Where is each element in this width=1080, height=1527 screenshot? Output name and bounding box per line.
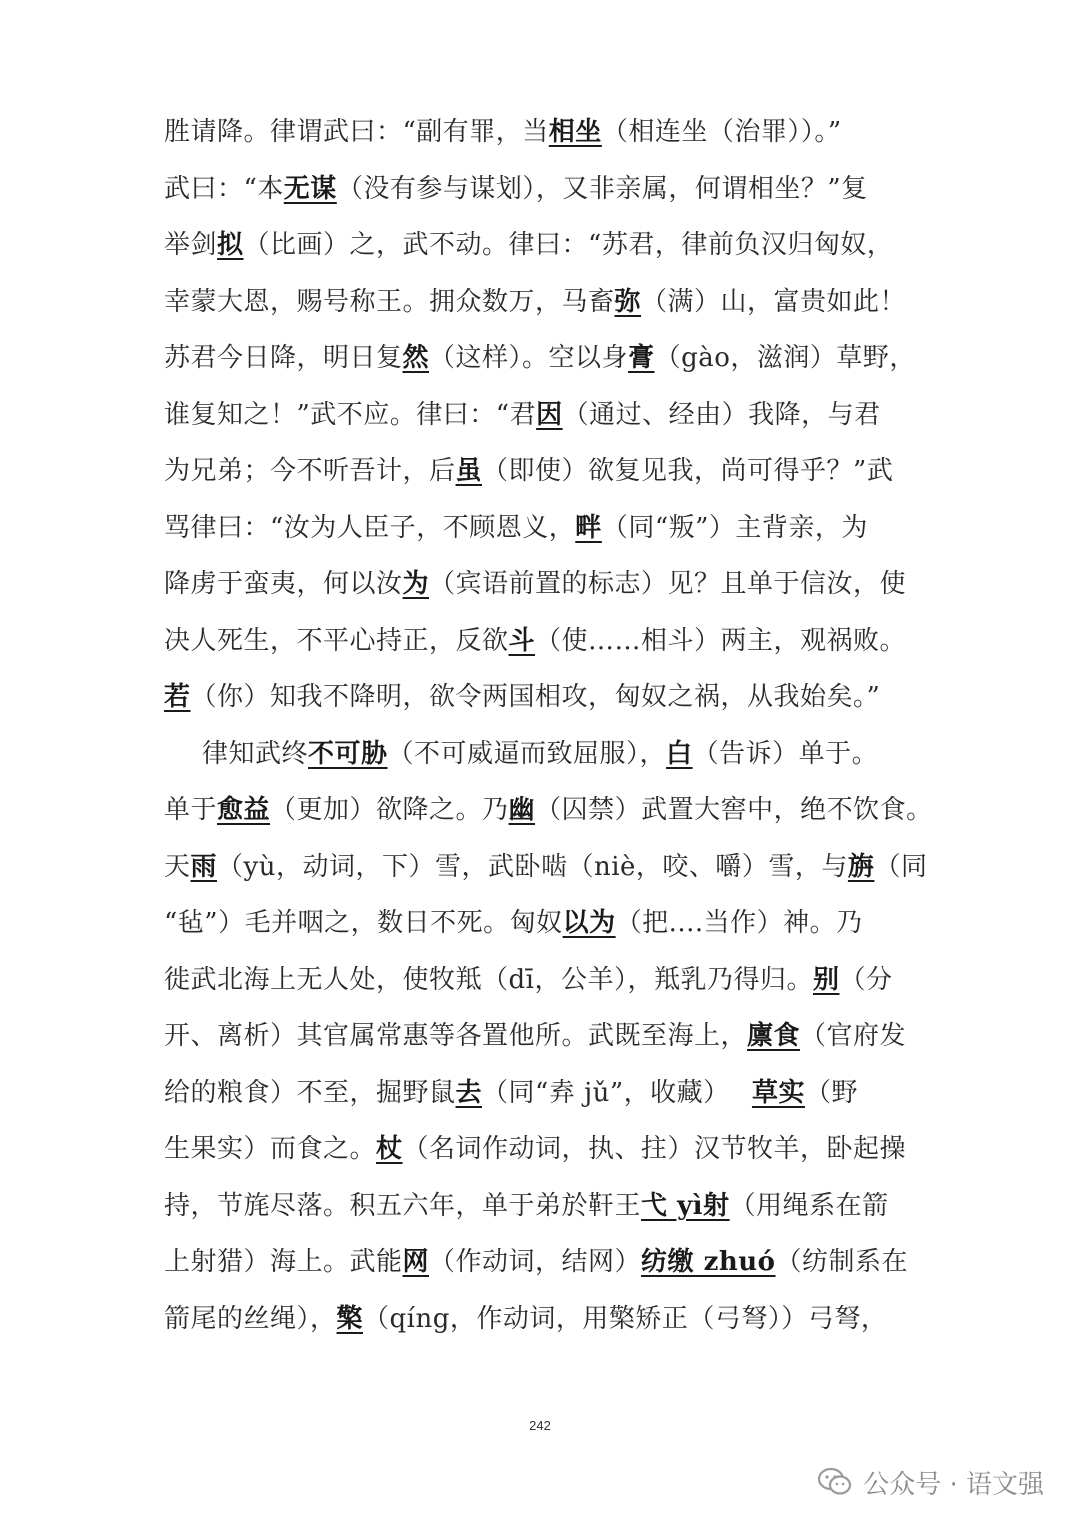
annotated-term: 弥 <box>614 286 642 317</box>
text-segment: 谁复知之！”武不应。律曰：“君 <box>164 399 537 430</box>
text-segment: 骂律曰：“汝为人臣子，不顾恩义， <box>164 512 576 543</box>
text-segment: （作动词，结网） <box>429 1247 642 1277</box>
annotated-term: 檠 <box>336 1303 364 1334</box>
annotated-term: 廪食 <box>747 1021 801 1051</box>
text-segment: （qíng，作动词，用檠矫正（弓弩））弓弩， <box>363 1303 888 1334</box>
text-segment: 单于 <box>164 795 218 825</box>
text-line <box>164 330 924 387</box>
text-segment: （更加）欲降之。乃 <box>270 795 509 825</box>
text-line <box>164 1065 924 1122</box>
annotated-term: 纺缴 zhuó <box>641 1247 776 1277</box>
watermark <box>817 1462 1044 1502</box>
text-line <box>164 443 924 500</box>
text-line <box>164 274 924 331</box>
text-segment: 上射猎）海上。武能 <box>164 1247 403 1277</box>
text-line <box>164 613 924 670</box>
text-segment: （通过、经由）我降，与君 <box>562 399 881 430</box>
text-segment: （囚禁）武置大窖中，绝不饮食。 <box>535 795 933 825</box>
text-segment: 胜请降。律谓武曰：“副有罪，当 <box>164 117 549 147</box>
annotated-term: 无谋 <box>283 173 337 204</box>
text-line <box>164 1234 924 1291</box>
annotated-term: 若 <box>164 682 191 712</box>
text-line <box>164 726 924 783</box>
annotated-term: 愈益 <box>217 795 271 825</box>
text-segment: 生果实）而食之。 <box>164 1134 377 1164</box>
page-number: 242 <box>529 1418 551 1433</box>
watermark-text: 公众号 · 语文强 <box>863 1469 1044 1500</box>
annotated-term: 旃 <box>847 851 875 882</box>
text-segment: （分 <box>839 964 893 995</box>
text-segment: 为兄弟；今不听吾计，后 <box>164 456 456 486</box>
text-segment: （同“叛”）主背亲，为 <box>601 512 868 543</box>
annotated-term: 斗 <box>508 625 536 656</box>
text-segment: （相连坐（治罪））。” <box>601 117 842 147</box>
text-segment: 降虏于蛮夷，何以汝 <box>164 569 403 599</box>
annotated-term: 草实 <box>751 1077 805 1108</box>
text-line <box>164 669 924 726</box>
annotated-term: 畔 <box>575 512 602 543</box>
text-segment: （gào，滋润）草野， <box>654 343 916 373</box>
text-segment: （把....当作）神。乃 <box>615 908 863 938</box>
text-segment: 箭尾的丝绳）， <box>164 1303 337 1334</box>
annotated-term: 虽 <box>455 456 483 486</box>
annotated-term: 以为 <box>562 908 616 938</box>
text-segment: （同“弆 jǔ”，收藏） <box>482 1077 752 1108</box>
annotated-term: 膏 <box>628 343 655 373</box>
annotated-term: 杖 <box>376 1134 403 1164</box>
text-segment: （没有参与谋划），又非亲属，何谓相坐？”复 <box>336 173 868 204</box>
text-segment: 苏君今日降，明日复 <box>164 343 403 373</box>
text-line <box>164 1291 924 1348</box>
annotated-term: 因 <box>536 399 563 430</box>
text-segment: 举剑 <box>164 230 218 260</box>
text-line <box>164 782 933 839</box>
annotated-term: 幽 <box>508 795 536 825</box>
annotated-term: 别 <box>812 964 840 995</box>
text-line <box>164 1008 924 1065</box>
text-segment: （yù，动词，下）雪，武卧啮（niè，咬、嚼）雪，与 <box>217 851 848 882</box>
text-segment: 给的粮食）不至，掘野鼠 <box>164 1077 456 1108</box>
text-segment: （满）山，富贵如此！ <box>641 286 907 317</box>
text-segment: （宾语前置的标志）见？且单于信汝，使 <box>429 569 907 599</box>
text-segment: 律知武终 <box>202 738 309 769</box>
text-segment: （名词作动词，执、拄）汉节牧羊，卧起操 <box>402 1134 907 1164</box>
text-segment: （不可威逼而致屈服）， <box>387 738 667 769</box>
text-segment: 开、离析）其官属常惠等各置他所。武既至海上， <box>164 1021 748 1051</box>
annotated-term: 去 <box>455 1077 483 1108</box>
text-line <box>164 895 924 952</box>
annotated-term: 网 <box>402 1247 430 1277</box>
text-segment: （野 <box>804 1077 858 1108</box>
text-segment: 决人死生，不平心持正，反欲 <box>164 625 509 656</box>
text-segment: 武曰：“本 <box>164 173 284 204</box>
text-segment: （同 <box>874 851 928 882</box>
annotated-term: 拟 <box>217 230 244 260</box>
text-segment: （这样）。空以身 <box>429 343 629 373</box>
text-segment: “毡”）毛并咽之，数日不死。匈奴 <box>164 908 563 938</box>
text-segment: （你）知我不降明，欲令两国相攻，匈奴之祸，从我始矣。” <box>190 682 881 712</box>
text-segment: （官府发 <box>800 1021 907 1051</box>
wechat-icon <box>817 1467 853 1497</box>
annotated-term: 为 <box>402 569 430 599</box>
text-segment: （即使）欲复见我，尚可得乎？”武 <box>482 456 894 486</box>
text-segment: 徙武北海上无人处，使牧羝（dī，公羊），羝乳乃得归。 <box>164 964 813 995</box>
text-segment: 持，节旄尽落。积五六年，单于弟於靬王 <box>164 1190 642 1221</box>
text-segment: （使……相斗）两主，观祸败。 <box>535 625 907 656</box>
text-line <box>164 839 928 896</box>
text-line <box>164 952 924 1009</box>
text-line <box>164 556 924 613</box>
text-line <box>164 387 924 444</box>
body-text <box>164 104 933 1347</box>
annotated-term: 相坐 <box>548 117 602 147</box>
text-segment: （比画）之，武不动。律曰：“苏君，律前负汉归匈奴， <box>243 230 894 260</box>
text-segment: （告诉）单于。 <box>692 738 879 769</box>
text-segment: （纺制系在 <box>775 1247 909 1277</box>
annotated-term: 然 <box>402 343 430 373</box>
text-line <box>164 104 924 161</box>
annotated-term: 白 <box>666 738 693 769</box>
annotated-term: 不可胁 <box>308 738 388 769</box>
text-line <box>164 500 924 557</box>
text-segment: 幸蒙大恩，赐号称王。拥众数万，马畜 <box>164 286 615 317</box>
annotated-term: 雨 <box>190 851 218 882</box>
annotated-term: 弋 yì射 <box>641 1190 730 1221</box>
text-line <box>164 1121 924 1178</box>
text-line <box>164 161 924 218</box>
text-line <box>164 1178 924 1235</box>
text-segment: 天 <box>164 851 191 882</box>
text-segment: （用绳系在箭 <box>729 1190 889 1221</box>
text-line <box>164 217 924 274</box>
